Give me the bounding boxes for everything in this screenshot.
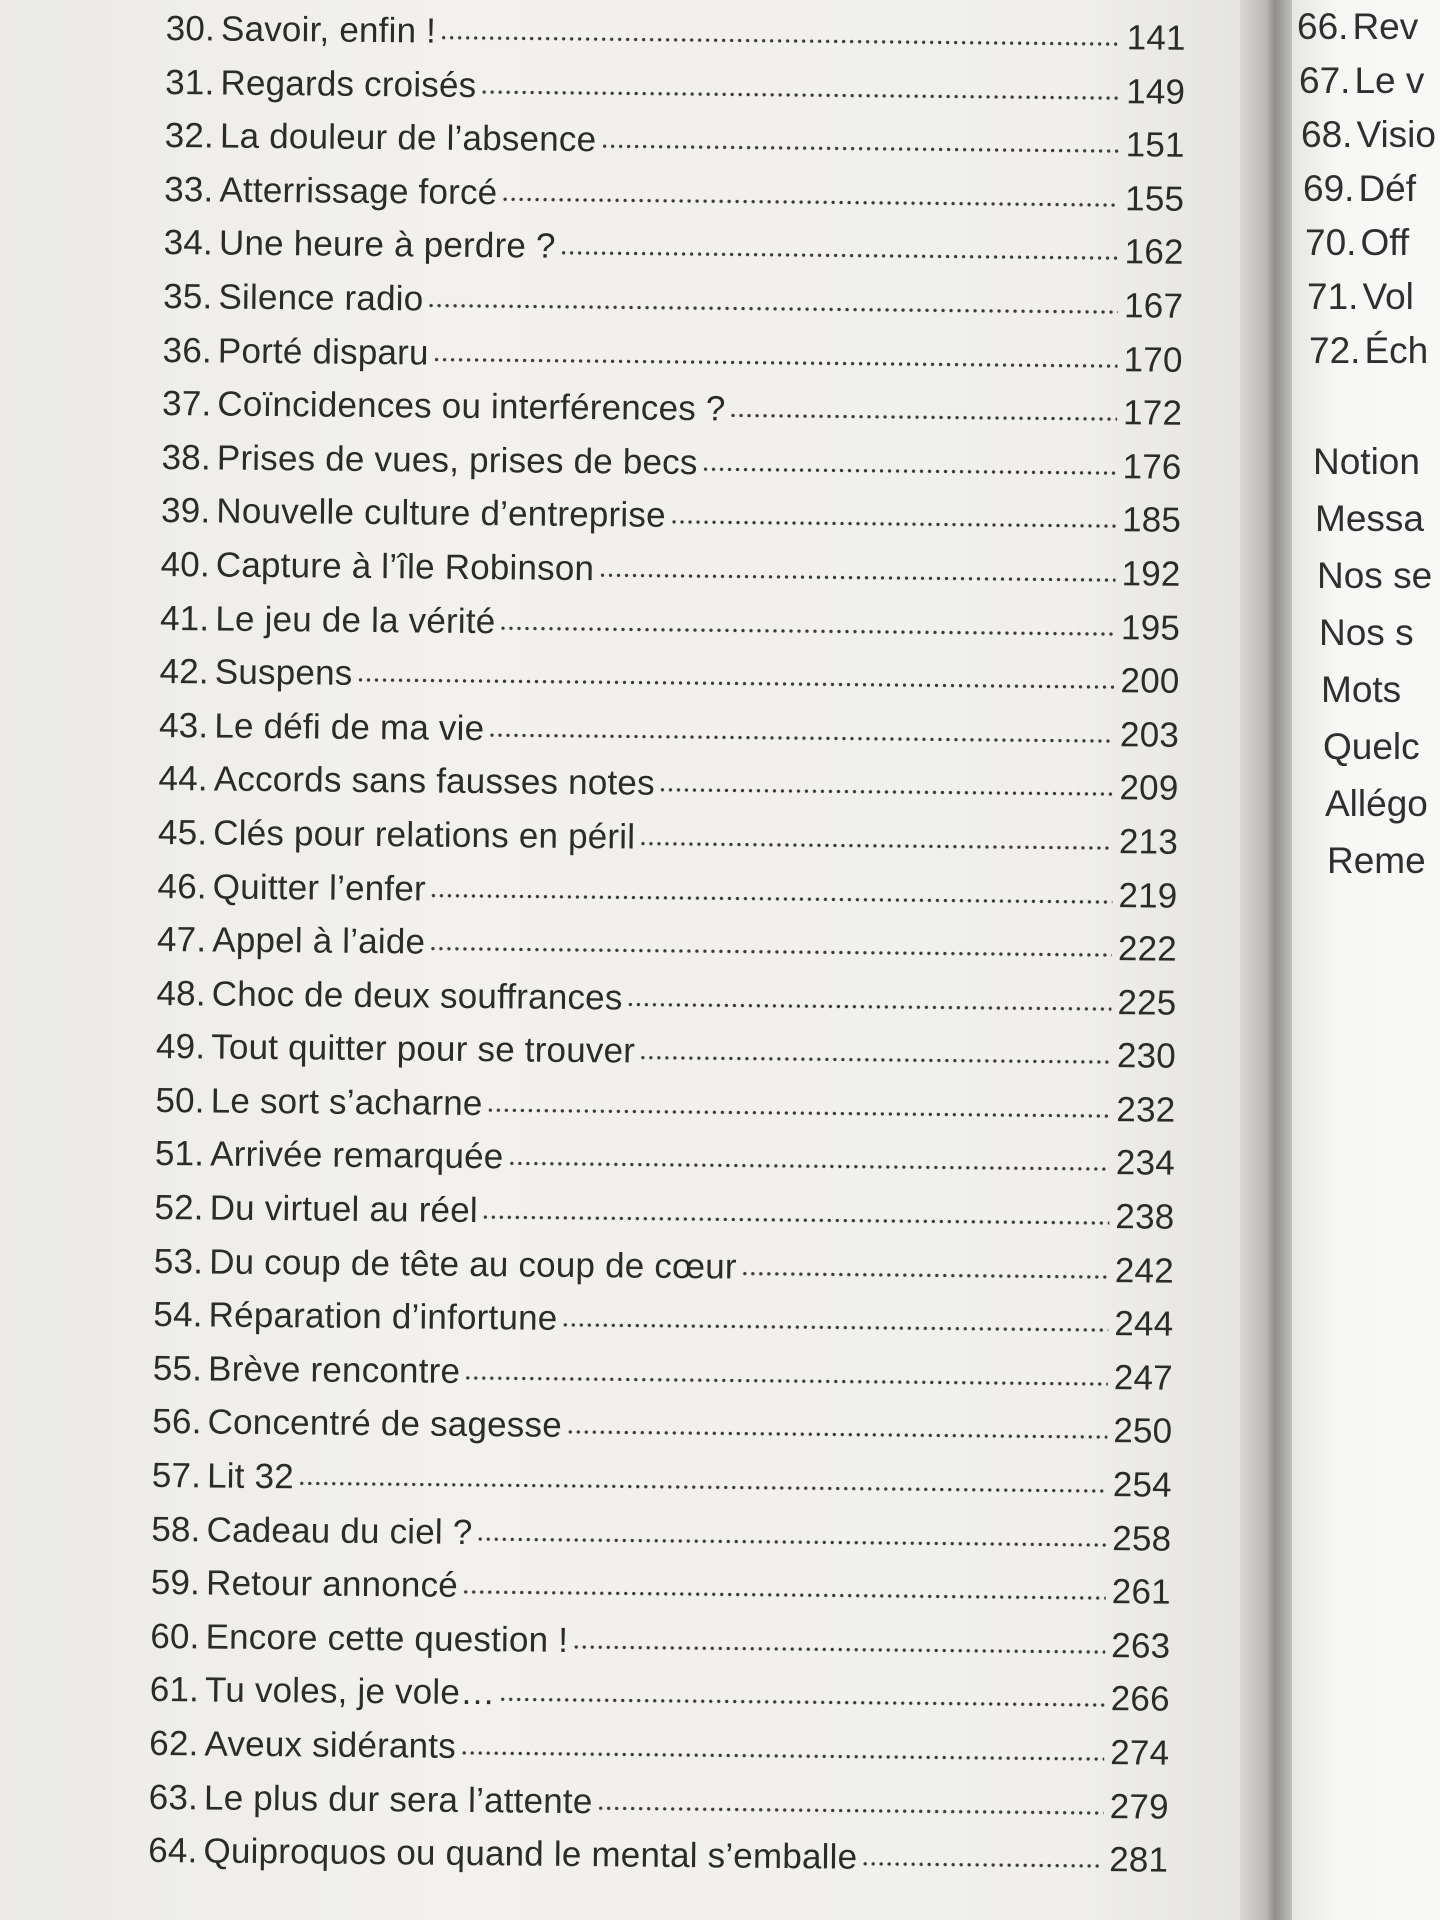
toc-entry-page-number: 149 [1125,71,1186,112]
toc-entry-number: 64. [148,1831,198,1871]
toc-entry [165,56,1185,119]
dot-leader [561,1322,1108,1333]
toc-entry-title: Du virtuel au réel [209,1188,479,1231]
toc-appendix-entry: Reme [1327,840,1426,881]
dot-leader [482,1214,1110,1226]
toc-entry [149,1771,1169,1834]
toc-entry-number: 46. [157,866,207,906]
toc-entry-page-number: 162 [1124,232,1184,273]
toc-entry-number: 68. [1301,114,1353,155]
toc-entry-title: Accords sans fausses notes [213,759,655,804]
toc-entry-page-number: 274 [1110,1733,1170,1773]
toc-entry-title: Concentré de sagesse [207,1402,563,1446]
toc-entry-right [1305,216,1440,270]
toc-entry [160,592,1180,655]
toc-appendix-entry: Mots [1321,669,1402,710]
toc-entry-right [1297,0,1440,54]
toc-entry-number: 38. [161,437,212,478]
dot-leader [440,35,1121,48]
toc-entry [150,1663,1170,1726]
toc-entry [152,1395,1172,1458]
toc-entry-page-number: 266 [1110,1679,1170,1720]
toc-entry-number: 54. [153,1295,203,1335]
toc-entry-page-number: 170 [1123,339,1183,380]
dot-leader [861,1861,1103,1869]
toc-entry-number: 33. [164,169,214,210]
toc-entry-title: La douleur de l’absence [219,116,597,160]
dot-leader [729,413,1117,423]
toc-entry-number: 48. [156,973,206,1014]
toc-entry [160,538,1180,601]
toc-entry-number: 47. [156,920,207,960]
toc-entry-number: 55. [152,1348,203,1389]
toc-entry-number: 50. [155,1080,205,1121]
toc-entry [159,645,1179,708]
toc-entry-page-number: 247 [1113,1358,1174,1398]
toc-entry-page-number: 281 [1109,1840,1169,1880]
table-of-contents-left [148,2,1186,1887]
toc-entry-right [1303,162,1440,216]
toc-entry-number: 51. [154,1134,205,1174]
toc-entry-page-number: 141 [1126,18,1186,58]
toc-entry [162,377,1182,440]
toc-entry-number: 67. [1299,60,1351,101]
toc-entry [156,967,1176,1030]
dot-leader [741,1270,1109,1280]
dot-leader [487,1107,1111,1119]
dot-leader [429,946,1112,959]
dot-leader [639,840,1113,851]
toc-entry-title: Aveux sidérants [204,1724,457,1766]
toc-entry [163,216,1183,279]
toc-entry [156,1020,1176,1083]
toc-entry-number: 30. [165,8,216,49]
toc-entry-number: 34. [163,223,214,263]
toc-entry [158,806,1178,869]
toc-entry-title: Le sort s’acharne [210,1081,483,1123]
toc-entry-number: 36. [162,330,213,371]
toc-entry-number: 57. [151,1455,202,1496]
dot-leader [639,1055,1111,1066]
toc-entry [162,324,1182,387]
toc-entry-title: Retour annoncé [205,1563,459,1606]
toc-entry [155,1127,1175,1190]
toc-entry-number: 52. [154,1188,204,1228]
toc-entry-page-number: 222 [1117,929,1178,969]
dot-leader [566,1429,1108,1440]
toc-entry-page-number: 172 [1122,393,1183,433]
toc-entry-page-number: 185 [1121,500,1182,541]
toc-entry-page-number: 242 [1114,1250,1175,1291]
toc-entry-title: Regards croisés [220,63,477,105]
toc-entry-title: Encore cette question ! [205,1617,569,1660]
toc-entry [151,1556,1171,1619]
toc-entry-number: 53. [153,1241,204,1282]
toc-entry-page-number: 258 [1112,1518,1172,1559]
toc-entry-title: Le v [1354,60,1425,101]
dot-leader [464,1375,1108,1387]
toc-entry-title: Savoir, enfin ! [220,9,437,51]
toc-entry-number: 69. [1303,168,1355,209]
dot-leader [507,1161,1110,1173]
toc-entry-number: 56. [152,1402,202,1442]
toc-appendix-entry: Nos s [1319,612,1414,653]
toc-entry-page-number: 219 [1118,875,1178,916]
toc-entry [164,163,1184,226]
toc-entry-title: Porté disparu [217,331,429,373]
toc-entry-number: 44. [158,759,208,799]
toc-entry [161,484,1181,547]
toc-entry-number: 58. [151,1509,201,1550]
toc-entry-title: Quiproquos ou quand le mental s’emballe [203,1831,858,1877]
toc-entry [161,431,1181,494]
toc-entry-page-number: 209 [1119,768,1179,809]
dot-leader [356,677,1114,690]
toc-entry-page-number: 254 [1112,1465,1172,1505]
dot-leader [626,1001,1111,1012]
toc-entry-page-number: 203 [1119,714,1180,755]
toc-entry-page-number: 250 [1113,1411,1173,1452]
toc-entry [158,752,1178,815]
toc-entry-title: Du coup de tête au coup de cœur [208,1242,737,1287]
toc-entry-number: 31. [165,62,215,103]
toc-entry-page-number: 155 [1124,178,1185,219]
toc-entry-title: Cadeau du ciel ? [206,1510,473,1552]
toc-entry-title: Off [1360,222,1410,263]
toc-entry-title: Tu voles, je vole… [204,1670,496,1713]
toc-entry-page-number: 200 [1120,661,1180,701]
toc-entry-page-number: 279 [1109,1786,1169,1827]
dot-leader [560,250,1119,261]
toc-entry-right [1299,54,1440,108]
toc-entry-number: 37. [161,384,212,424]
dot-leader [476,1536,1106,1548]
toc-entry [157,859,1177,922]
dot-leader [659,787,1114,797]
toc-entry-page-number: 238 [1115,1197,1175,1237]
toc-entry-title: Coïncidences ou interférences ? [217,384,726,429]
toc-entry-title: Clés pour relations en péril [213,813,636,857]
toc-entry [154,1181,1174,1244]
toc-entry-title: Vol [1362,276,1414,317]
toc-entry-number: 32. [164,116,215,156]
toc-entry-title: Réparation d’infortune [208,1295,558,1339]
toc-entry-right [1301,108,1440,162]
dot-leader [701,466,1116,476]
dot-leader [499,625,1115,637]
toc-entry-number: 66. [1297,6,1349,47]
toc-entry [148,1824,1168,1887]
toc-entry [165,2,1185,65]
toc-appendix-entry: Allégo [1325,783,1428,824]
dot-leader [427,302,1118,315]
toc-entry-title: Lit 32 [206,1456,295,1497]
dot-leader [298,1480,1107,1494]
toc-entry-title: Silence radio [218,277,424,319]
toc-entry-title: Éch [1364,330,1429,371]
toc-entry [152,1449,1172,1512]
dot-leader [430,892,1113,905]
toc-entry-page-number: 232 [1116,1090,1176,1130]
toc-entry-number: 42. [159,652,210,692]
toc-entry-page-number: 176 [1122,446,1182,487]
dot-leader [488,732,1114,744]
toc-entry-number: 43. [158,705,209,746]
toc-entry-number: 35. [162,276,213,317]
dot-leader [433,356,1118,369]
toc-entry-page-number: 192 [1121,554,1181,594]
dot-leader [462,1589,1106,1601]
toc-entry-title: Suspens [214,652,353,693]
toc-entry-title: Visio [1356,114,1436,155]
toc-entry-number: 39. [160,491,211,531]
toc-appendix-entry: Quelc [1323,726,1420,767]
toc-entry-number: 71. [1307,276,1359,317]
dot-leader [460,1750,1104,1762]
toc-appendix-entry: Messa [1315,498,1424,539]
dot-leader [501,196,1119,208]
toc-entry-number: 60. [150,1616,200,1657]
dot-leader [598,572,1115,583]
toc-entry-title: Choc de deux souffrances [211,974,623,1018]
toc-entry-number: 59. [150,1563,201,1603]
toc-entry-page-number: 167 [1123,286,1184,326]
toc-entry-page-number: 230 [1116,1036,1177,1077]
toc-entry-page-number: 234 [1115,1143,1176,1184]
toc-entry-title: Le plus dur sera l’attente [203,1778,593,1821]
toc-entry [163,270,1183,333]
toc-entry-page-number: 213 [1118,822,1179,862]
dot-leader [670,519,1116,529]
toc-entry [151,1503,1171,1566]
toc-entry-title: Déf [1358,168,1417,209]
toc-entry-title: Atterrissage forcé [219,170,498,212]
toc-entry-page-number: 225 [1117,982,1177,1023]
toc-entry-title: Une heure à perdre ? [218,223,556,267]
dot-leader [499,1697,1105,1709]
toc-entry-page-number: 244 [1114,1304,1174,1344]
toc-entry-title: Nouvelle culture d’entreprise [216,491,666,536]
dot-leader [600,143,1119,154]
toc-entry-number: 45. [157,812,208,853]
toc-entry [153,1288,1173,1351]
toc-entry-number: 61. [149,1670,200,1710]
toc-entry-title: Tout quitter pour se trouver [211,1027,636,1071]
toc-entry-number: 72. [1309,330,1361,371]
toc-entry [164,109,1184,172]
toc-entry-title: Rev [1352,6,1419,47]
toc-appendix-entry: Nos se [1317,555,1433,596]
toc-entry [150,1610,1170,1673]
toc-appendix-entry: Notion [1313,441,1420,482]
toc-entry-number: 70. [1305,222,1357,263]
toc-entry-number: 63. [148,1777,199,1817]
book-gutter [1240,0,1298,1920]
toc-entry [153,1342,1173,1405]
toc-entry-page-number: 263 [1111,1625,1171,1666]
toc-entry-number: 62. [149,1723,199,1764]
dot-leader [572,1644,1105,1655]
table-of-contents-right [1297,0,1440,378]
dot-leader [596,1805,1103,1816]
toc-entry-title: Capture à l’île Robinson [215,545,595,589]
toc-entry [154,1235,1174,1298]
toc-entry-title: Appel à l’aide [212,920,426,962]
toc-entry-title: Le jeu de la vérité [215,599,496,641]
toc-entry-page-number: 151 [1125,125,1185,165]
toc-entry-title: Le défi de ma vie [214,706,485,748]
toc-entry-title: Arrivée remarquée [210,1134,504,1177]
toc-entry-right [1309,324,1440,378]
toc-entry-number: 49. [155,1027,206,1067]
toc-entry-title: Brève rencontre [207,1349,461,1391]
toc-entry-number: 40. [160,544,211,585]
toc-entry-title: Prises de vues, prises de becs [216,438,698,482]
toc-entry-right [1307,270,1440,324]
toc-entry-number: 41. [159,598,210,638]
toc-entry [157,913,1177,976]
toc-entry [159,699,1179,762]
dot-leader [480,89,1120,101]
toc-entry-page-number: 195 [1120,607,1181,648]
table-of-contents-right-appendix [1313,433,1440,889]
toc-entry-page-number: 261 [1111,1572,1171,1612]
toc-entry [149,1717,1169,1780]
toc-entry-title: Quitter l’enfer [212,866,427,909]
toc-entry [155,1074,1175,1137]
